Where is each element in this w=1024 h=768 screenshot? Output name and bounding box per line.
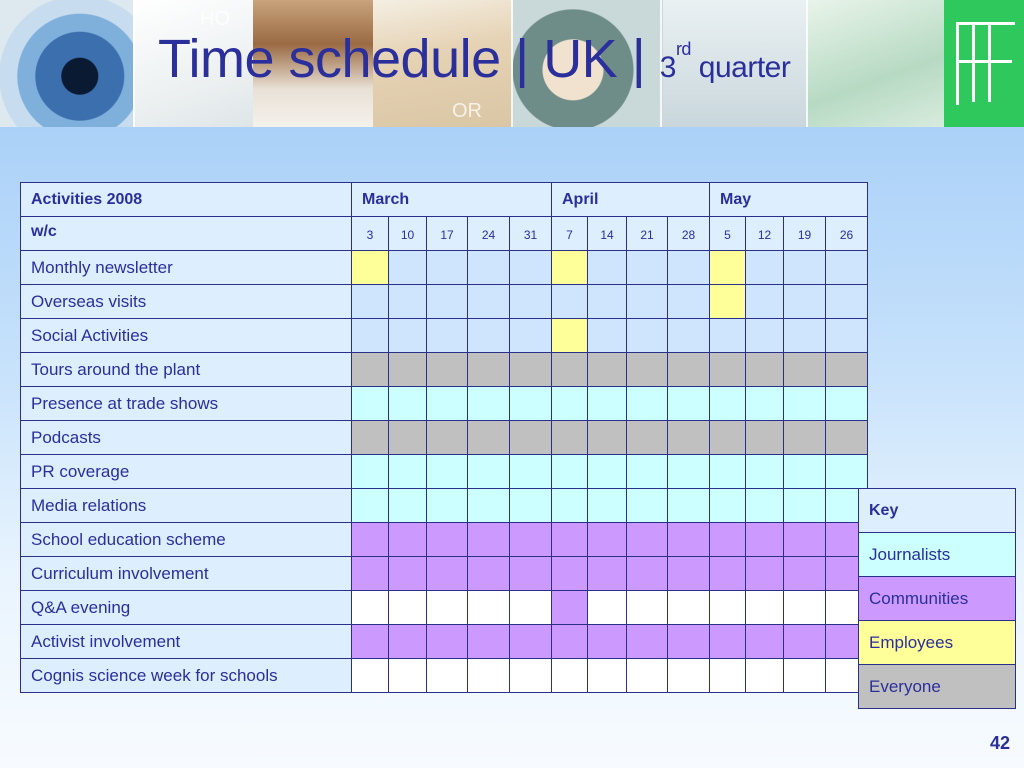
schedule-cell [510, 353, 552, 387]
schedule-cell [627, 557, 668, 591]
activity-row [21, 387, 868, 421]
schedule-cell [389, 285, 427, 319]
schedule-table [20, 182, 868, 693]
schedule-cell [552, 591, 588, 625]
schedule-cell [389, 421, 427, 455]
schedule-cell [588, 557, 627, 591]
schedule-cell [427, 523, 468, 557]
schedule-cell [710, 489, 746, 523]
schedule-cell [746, 285, 784, 319]
schedule-cell [784, 319, 826, 353]
title-quarter: 3rd quarter [659, 39, 791, 84]
eye-photo [0, 0, 133, 127]
key-heading: Key [859, 489, 1016, 533]
schedule-cell [627, 659, 668, 693]
schedule-cell [427, 319, 468, 353]
schedule-cell [746, 353, 784, 387]
schedule-cell [389, 659, 427, 693]
schedule-cell [552, 659, 588, 693]
schedule-cell [468, 523, 510, 557]
schedule-cell [389, 387, 427, 421]
week-label: 12 [746, 217, 784, 251]
schedule-cell [784, 625, 826, 659]
schedule-cell [468, 353, 510, 387]
schedule-cell [510, 285, 552, 319]
schedule-cell [352, 251, 389, 285]
schedule-cell [710, 319, 746, 353]
schedule-cell [389, 557, 427, 591]
schedule-cell [552, 421, 588, 455]
schedule-cell [710, 387, 746, 421]
schedule-cell [552, 353, 588, 387]
schedule-cell [588, 319, 627, 353]
month-header-row [21, 183, 868, 217]
schedule-cell [746, 591, 784, 625]
schedule-cell [389, 251, 427, 285]
key-item-journalists: Journalists [859, 533, 1016, 577]
schedule-cell [552, 489, 588, 523]
schedule-cell [427, 387, 468, 421]
schedule-cell [510, 387, 552, 421]
key-item-employees: Employees [859, 621, 1016, 665]
schedule-cell [552, 625, 588, 659]
week-label: 26 [826, 217, 868, 251]
schedule-cell [668, 319, 710, 353]
schedule-cell [352, 387, 389, 421]
schedule-cell [510, 319, 552, 353]
schedule-cell [352, 421, 389, 455]
schedule-cell [588, 523, 627, 557]
schedule-cell [352, 659, 389, 693]
week-label: 3 [352, 217, 389, 251]
activity-row [21, 455, 868, 489]
schedule-cell [668, 625, 710, 659]
schedule-cell [668, 659, 710, 693]
activity-label: Podcasts [21, 421, 352, 455]
activity-row [21, 319, 868, 353]
schedule-cell [468, 285, 510, 319]
schedule-cell [427, 659, 468, 693]
schedule-cell [826, 251, 868, 285]
schedule-cell [588, 421, 627, 455]
activity-row [21, 591, 868, 625]
schedule-cell [627, 251, 668, 285]
schedule-cell [352, 523, 389, 557]
activity-row [21, 285, 868, 319]
schedule-cell [746, 387, 784, 421]
activity-label: Social Activities [21, 319, 352, 353]
schedule-cell [668, 387, 710, 421]
week-label: 24 [468, 217, 510, 251]
schedule-cell [510, 251, 552, 285]
schedule-cell [710, 285, 746, 319]
schedule-cell [784, 251, 826, 285]
schedule-cell [627, 285, 668, 319]
activity-label: Monthly newsletter [21, 251, 352, 285]
schedule-cell [826, 421, 868, 455]
activity-label: Cognis science week for schools [21, 659, 352, 693]
schedule-cell [826, 455, 868, 489]
schedule-cell [710, 251, 746, 285]
schedule-cell [427, 421, 468, 455]
schedule-cell [389, 353, 427, 387]
title-main: Time schedule | UK | [158, 29, 646, 89]
activity-row [21, 251, 868, 285]
chem-label: HO [200, 8, 230, 30]
header-banner [0, 0, 1024, 127]
activity-row [21, 489, 868, 523]
schedule-cell [352, 591, 389, 625]
schedule-cell [627, 455, 668, 489]
schedule-cell [468, 625, 510, 659]
schedule-cell [468, 591, 510, 625]
schedule-cell [468, 455, 510, 489]
week-commencing-label: w/c [21, 217, 352, 251]
schedule-cell [627, 489, 668, 523]
schedule-cell [552, 523, 588, 557]
schedule-cell [784, 387, 826, 421]
schedule-cell [389, 591, 427, 625]
schedule-cell [746, 319, 784, 353]
schedule-cell [588, 251, 627, 285]
schedule-cell [784, 285, 826, 319]
activity-label: Curriculum involvement [21, 557, 352, 591]
schedule-cell [710, 353, 746, 387]
schedule-cell [588, 625, 627, 659]
schedule-cell [510, 625, 552, 659]
week-label: 21 [627, 217, 668, 251]
week-label: 17 [427, 217, 468, 251]
schedule-cell [826, 319, 868, 353]
schedule-cell [784, 557, 826, 591]
schedule-cell [746, 523, 784, 557]
activity-row [21, 557, 868, 591]
schedule-cell [746, 557, 784, 591]
banner-divider [133, 0, 135, 127]
activity-label: Activist involvement [21, 625, 352, 659]
week-label: 10 [389, 217, 427, 251]
schedule-cell [710, 421, 746, 455]
schedule-cell [627, 353, 668, 387]
schedule-cell [552, 557, 588, 591]
schedule-cell [710, 557, 746, 591]
schedule-cell [710, 523, 746, 557]
schedule-cell [826, 285, 868, 319]
activity-label: Overseas visits [21, 285, 352, 319]
key-item-everyone: Everyone [859, 665, 1016, 709]
key-item-communities: Communities [859, 577, 1016, 621]
schedule-cell [746, 251, 784, 285]
activity-label: Q&A evening [21, 591, 352, 625]
activity-label: PR coverage [21, 455, 352, 489]
schedule-cell [352, 489, 389, 523]
schedule-cell [588, 353, 627, 387]
schedule-cell [826, 387, 868, 421]
schedule-cell [668, 251, 710, 285]
banner-divider [806, 0, 808, 127]
schedule-cell [510, 489, 552, 523]
week-label: 5 [710, 217, 746, 251]
activity-label: School education scheme [21, 523, 352, 557]
schedule-cell [588, 285, 627, 319]
schedule-cell [389, 489, 427, 523]
schedule-cell [668, 591, 710, 625]
schedule-cell [588, 455, 627, 489]
schedule-cell [510, 591, 552, 625]
activity-row [21, 421, 868, 455]
schedule-cell [352, 557, 389, 591]
schedule-cell [668, 421, 710, 455]
activity-label: Media relations [21, 489, 352, 523]
schedule-cell [352, 353, 389, 387]
schedule-cell [389, 523, 427, 557]
activity-label: Tours around the plant [21, 353, 352, 387]
schedule-cell [746, 421, 784, 455]
schedule-cell [510, 523, 552, 557]
schedule-cell [588, 489, 627, 523]
schedule-cell [627, 591, 668, 625]
schedule-cell [552, 387, 588, 421]
schedule-cell [784, 659, 826, 693]
schedule-cell [784, 489, 826, 523]
lab-photo-6 [808, 0, 944, 127]
schedule-cell [552, 319, 588, 353]
schedule-cell [627, 387, 668, 421]
schedule-cell [389, 625, 427, 659]
week-label: 14 [588, 217, 627, 251]
week-label: 31 [510, 217, 552, 251]
month-header-april: April [552, 183, 710, 217]
schedule-cell [746, 625, 784, 659]
schedule-cell [746, 659, 784, 693]
schedule-cell [510, 659, 552, 693]
schedule-cell [389, 455, 427, 489]
schedule-cell [352, 319, 389, 353]
schedule-cell [468, 659, 510, 693]
schedule-cell [668, 523, 710, 557]
page-title [158, 28, 790, 90]
schedule-body [21, 183, 868, 693]
schedule-cell [468, 489, 510, 523]
schedule-cell [668, 455, 710, 489]
month-header-march: March [352, 183, 552, 217]
schedule-cell [668, 557, 710, 591]
schedule-cell [710, 591, 746, 625]
activity-row [21, 625, 868, 659]
schedule-cell [668, 285, 710, 319]
schedule-cell [352, 455, 389, 489]
week-label: 28 [668, 217, 710, 251]
week-label: 7 [552, 217, 588, 251]
activities-header: Activities 2008 [21, 183, 352, 217]
schedule-cell [427, 455, 468, 489]
logo-mark [956, 22, 1015, 105]
schedule-cell [468, 387, 510, 421]
activity-row [21, 659, 868, 693]
schedule-cell [826, 353, 868, 387]
schedule-cell [784, 421, 826, 455]
schedule-cell [427, 489, 468, 523]
schedule-cell [588, 591, 627, 625]
key-legend [858, 488, 1016, 709]
schedule-cell [588, 659, 627, 693]
schedule-cell [427, 557, 468, 591]
schedule-cell [746, 489, 784, 523]
schedule-cell [552, 455, 588, 489]
schedule-cell [746, 455, 784, 489]
page-number: 42 [989, 733, 1010, 753]
schedule-cell [784, 523, 826, 557]
schedule-cell [784, 353, 826, 387]
schedule-cell [627, 421, 668, 455]
schedule-cell [510, 557, 552, 591]
schedule-cell [510, 421, 552, 455]
activity-row [21, 353, 868, 387]
week-header-row [21, 217, 868, 251]
schedule-cell [588, 387, 627, 421]
schedule-cell [552, 251, 588, 285]
schedule-cell [710, 455, 746, 489]
schedule-cell [668, 353, 710, 387]
schedule-cell [427, 251, 468, 285]
activity-row [21, 523, 868, 557]
schedule-cell [627, 319, 668, 353]
week-label: 19 [784, 217, 826, 251]
schedule-cell [468, 251, 510, 285]
schedule-cell [710, 659, 746, 693]
schedule-cell [427, 353, 468, 387]
schedule-cell [427, 591, 468, 625]
schedule-cell [468, 557, 510, 591]
schedule-cell [427, 625, 468, 659]
schedule-cell [627, 523, 668, 557]
schedule-cell [784, 455, 826, 489]
schedule-cell [352, 625, 389, 659]
schedule-cell [468, 319, 510, 353]
schedule-cell [352, 285, 389, 319]
schedule-cell [784, 591, 826, 625]
month-header-may: May [710, 183, 868, 217]
chem-label: OR [452, 100, 482, 122]
schedule-cell [552, 285, 588, 319]
schedule-cell [510, 455, 552, 489]
schedule-cell [389, 319, 427, 353]
schedule-cell [710, 625, 746, 659]
schedule-cell [468, 421, 510, 455]
activity-label: Presence at trade shows [21, 387, 352, 421]
schedule-cell [627, 625, 668, 659]
company-logo [944, 0, 1024, 127]
schedule-cell [427, 285, 468, 319]
schedule-cell [668, 489, 710, 523]
